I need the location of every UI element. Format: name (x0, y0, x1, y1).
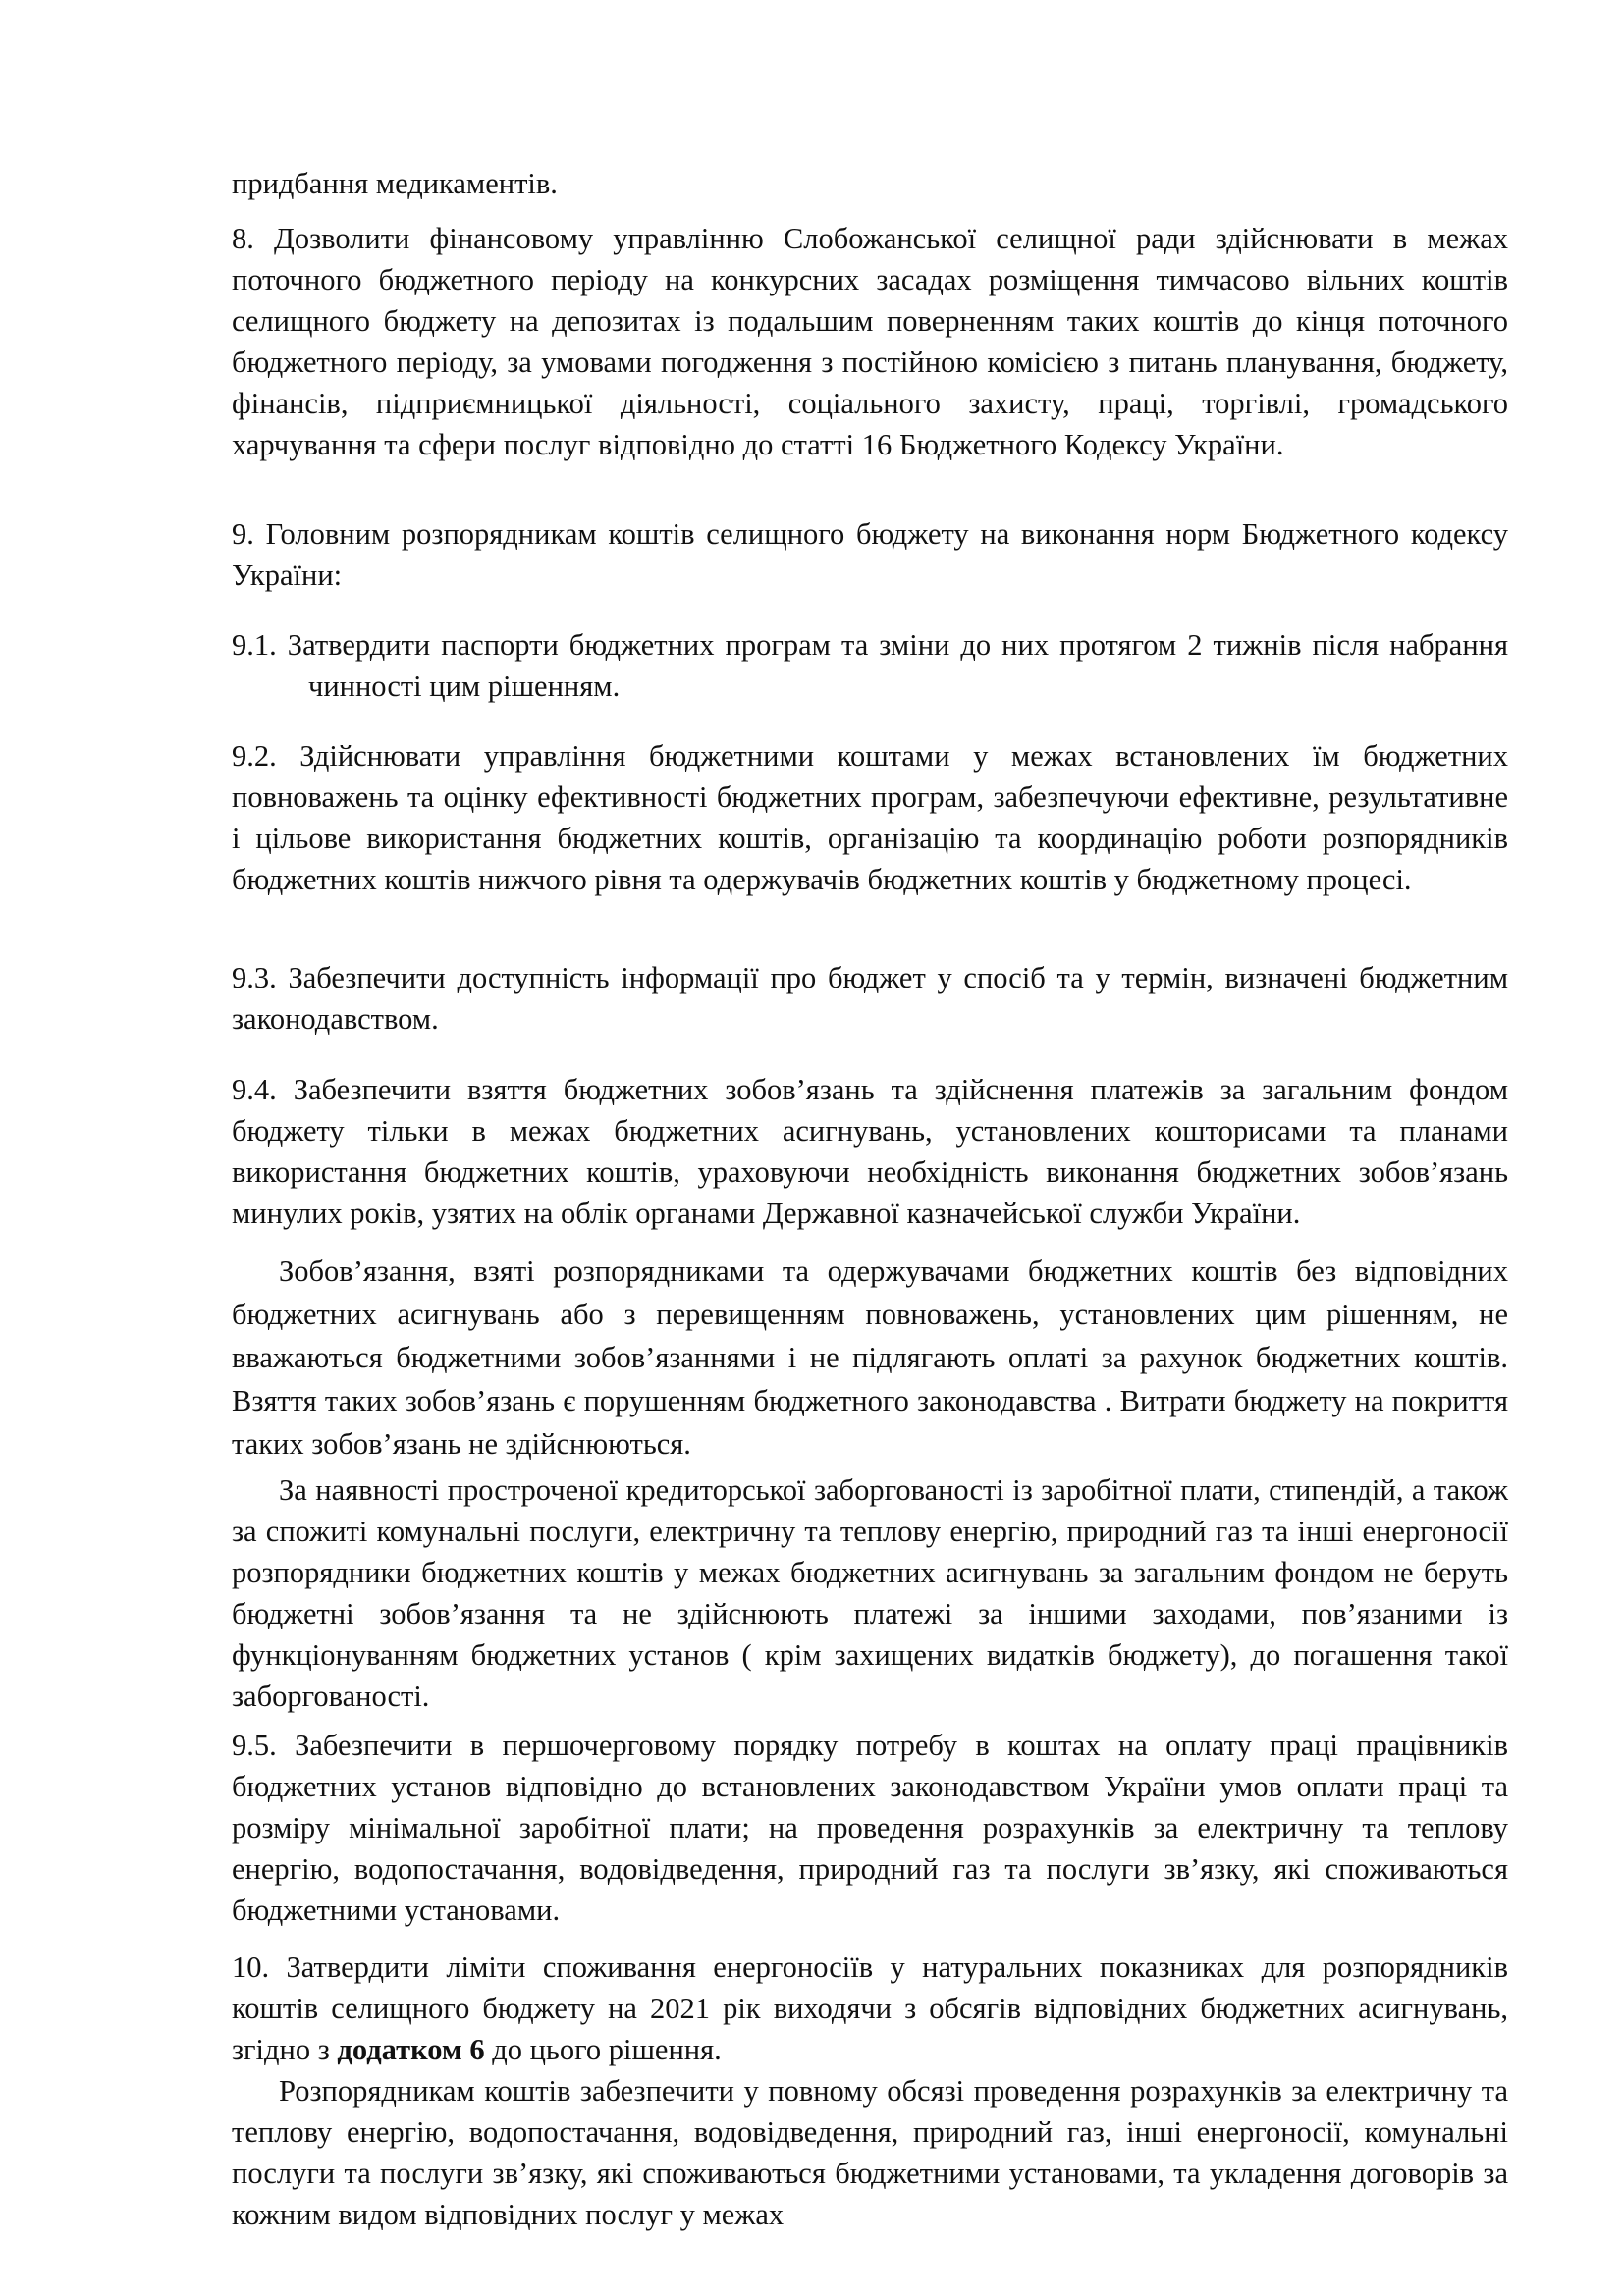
paragraph-9-1: 9.1. Затвердити паспорти бюджетних програм та зміни до них протягом 2 тижнів після набрання чинності цим рішенням. (232, 628, 1508, 703)
paragraph-10-settlements: Розпорядникам коштів забезпечити у повному обсязі проведення розрахунків за електричну та теплову енергію, водопостачання, водовідведення, природний газ, інші енергоносії, комунальні послуги та послуги зв’язку, які споживаються бюджетними установами, та укладення договорів за кожним видом відповідних послуг у межах (232, 2074, 1508, 2231)
paragraph-10 (232, 1947, 1508, 2070)
paragraph-9-5: 9.5. Забезпечити в першочерговому порядку потребу в коштах на оплату праці працівників бюджетних установ відповідно до встановлених законодавством України умов оплати праці та розміру мінімальної заробітної плати; на проведення розрахунків за електричну та теплову енергію, водопостачання, водовідведення, природний газ та послуги зв’язку, які споживаються бюджетними установами. (232, 1729, 1508, 1927)
paragraph-9-4: 9.4. Забезпечити взяття бюджетних зобов’язань та здійснення платежів за загальним фондом бюджету тільки в межах бюджетних асигнувань, установлених кошторисами та планами використання бюджетних коштів, ураховуючи необхідність виконання бюджетних зобов’язань минулих років, узятих на облік органами Державної казначейської служби України. (232, 1073, 1508, 1230)
paragraph-8: 8. Дозволити фінансовому управлінню Слобожанської селищної ради здійснювати в межах поточного бюджетного періоду на конкурсних засадах розміщення тимчасово вільних коштів селищного бюджету на депозитах із подальшим поверненням таких коштів до кінця поточного бюджетного періоду, за умовами погодження з постійною комісією з питань планування, бюджету, фінансів, підприємницької діяльності, соціального захисту, праці, торгівлі, громадського харчування та сфери послуг відповідно до статті 16 Бюджетного Кодексу України. (232, 222, 1508, 461)
paragraph-10-text: 10. Затвердити ліміти споживання енергоносіїв у натуральних показниках для розпорядників коштів селищного бюджету на 2021 рік виходячи з обсягів відповідних бюджетних асигнувань, згідно з (232, 1950, 1508, 2066)
appendix-6-reference: додатком 6 (337, 2033, 485, 2066)
paragraph-9-4-arrears: За наявності простроченої кредиторської заборгованості із заробітної плати, стипендій, а також за спожиті комунальні послуги, електричну та теплову енергію, природний газ та інші енергоносії розпорядники бюджетних коштів у межах бюджетних асигнувань за загальним фондом не беруть бюджетні зобов’язання та не здійснюють платежі за іншими заходами, пов’язаними із функціонуванням бюджетних установ ( крім захищених видатків бюджету), до погашення такої заборгованості. (232, 1473, 1508, 1713)
paragraph-10-end: до цього рішення. (484, 2033, 722, 2066)
paragraph-9: 9. Головним розпорядникам коштів селищного бюджету на виконання норм Бюджетного кодексу України: (232, 517, 1508, 592)
paragraph-continuation: придбання медикаментів. (232, 167, 558, 200)
paragraph-9-3: 9.3. Забезпечити доступність інформації про бюджет у спосіб та у термін, визначені бюджетним законодавством. (232, 961, 1508, 1036)
paragraph-9-2: 9.2. Здійснювати управління бюджетними коштами у межах встановлених їм бюджетних повноважень та оцінку ефективності бюджетних програм, забезпечуючи ефективне, результативне і цільове використання бюджетних коштів, організацію та координацію роботи розпорядників бюджетних коштів нижчого рівня та одержувачів бюджетних коштів у бюджетному процесі. (232, 739, 1508, 896)
paragraph-9-4-obligations: Зобов’язання, взяті розпорядниками та одержувачами бюджетних коштів без відповідних бюджетних асигнувань або з перевищенням повноважень, установлених цим рішенням, не вважаються бюджетними зобов’язаннями і не підлягають оплаті за рахунок бюджетних коштів. Взяття таких зобов’язань є порушенням бюджетного законодавства . Витрати бюджету на покриття таких зобов’язань не здійснюються. (232, 1255, 1508, 1461)
